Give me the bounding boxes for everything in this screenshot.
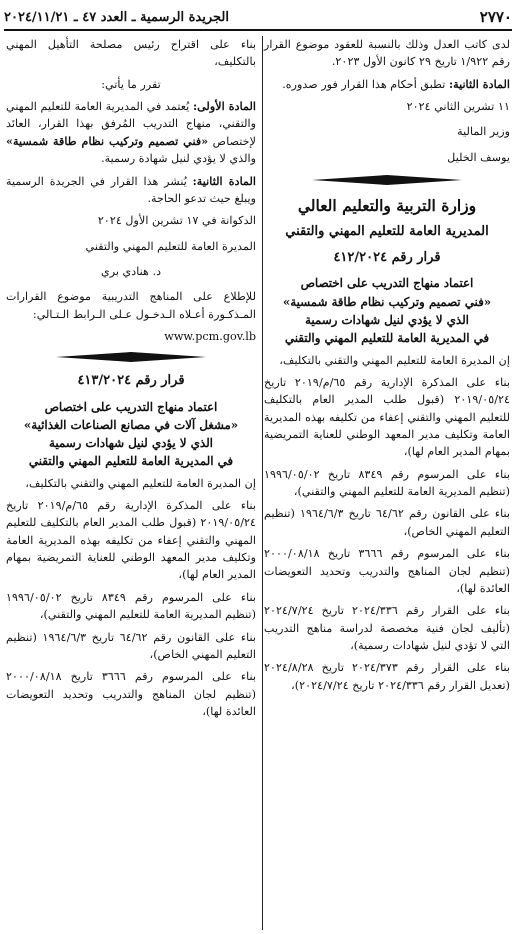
signer-name: د. هنادي بري [100,264,162,278]
decision-subject [264,274,510,347]
paragraph: بناء على القرار رقم ٢٠٢٤/٣٣٦ تاريخ ٢٠٢٤/٧/٢٤ (تأليف لجان فنية مخصصة لدراسة مناهج التدريب التي لا تؤدي لنيل شهادات رسمية)، [264,604,510,652]
article-two [264,76,510,93]
ornament-divider [56,351,206,363]
paragraph: بناء على القانون رقم ٦٤/٦٢ تاريخ ١٩٦٤/٦/٣ (تنظيم التعليم المهني الخاص)، [264,507,510,538]
upon-proposal: بناء على اقتراح رئيس مصلحة التأهيل المهني بالتكليف، [6,38,256,69]
article-two-text: تطبق أحكام هذا القرار فور صدوره. [282,77,446,91]
signature-date: ١١ تشرين الثاني ٢٠٢٤ [406,100,510,114]
subject-line: اعتماد منهاج التدريب على اختصاص [44,399,218,414]
column-divider [262,36,263,930]
subject-line: الذي لا يؤدي لنيل شهادات رسمية [305,313,469,328]
website-link[interactable]: www.pcm.gov.lb [164,330,256,344]
signer-title: المديرة العامة للتعليم المهني والتقني [85,239,256,253]
subject-line: اعتماد منهاج التدريب على اختصاص [300,276,474,291]
subject-line: «مشغل آلات في مصانع الصناعات الغذائية» [23,417,239,432]
decision-subject [6,398,256,471]
article-two [6,173,256,208]
subject-line: «فني تصميم وتركيب نظام طاقة شمسية» [282,294,492,309]
paragraph: بناء على القرار رقم ٢٠٢٤/٣٧٣ تاريخ ٢٠٢٤/٨/٢٨ (تعديل القرار رقم ٢٠٢٤/٣٣٦ تاريخ ٢٠٢٤/٧/٢٤)، [264,661,510,692]
article-one-label: المادة الأولى: [192,99,257,114]
article-two-label: المادة الثانية: [448,76,510,91]
right-column [264,36,510,930]
paragraph: بناء على المذكرة الإدارية رقم ٦٥/م/٢٠١٩ تاريخ ٢٠١٩/٠٥/٢٤ (قبول طلب المدير العام بالتكليف للتعليم المهني والتقني إعفاء من تكليفه بهذه المديرية العامة وتكليف مدير المعهد الوطني للعناية التمريضية بمهام المدير العام لها)، [264,375,510,459]
header-rule [4,29,512,31]
subject-line: في المديرية العامة للتعليم المهني والتقني [284,331,490,346]
article-one [6,98,256,167]
article-one-tail: والذي لا يؤدي لنيل شهادة رسمية. [101,152,256,166]
decides-heading: تقرر ما يأتي: [101,77,161,91]
article-two-text: يُنشر هذا القرار في الجريدة الرسمية ويبلغ حيث تدعو الحاجة. [6,174,256,205]
ministry-heading: وزارة التربية والتعليم العالي [297,196,477,216]
directorate-heading: المديرية العامة للتعليم المهني والتقني [285,224,489,240]
signer-name: يوسف الخليل [447,150,510,164]
decision-title: قرار رقم ٤١٣/٢٠٢٤ [77,373,185,389]
ornament-divider [312,174,462,186]
page-header [4,6,512,28]
paragraph: إن المديرة العامة للتعليم المهني والتقني بالتكليف، [25,476,256,490]
paragraph: إن المديرة العامة للتعليم المهني والتقني بالتكليف، [279,353,510,367]
paragraph: بناء على المرسوم رقم ٨٣٤٩ تاريخ ١٩٩٦/٠٥/٠٢ (تنظيم المديرية العامة للتعليم المهني والتقني)، [6,590,256,622]
access-note: للإطلاع على المناهج التدريبية موضوع القرارات المـذكـورة أعـلاه الـدخـول عـلى الـرابط الـتـالي: [6,290,256,321]
paragraph: بناء على القانون رقم ٦٤/٦٢ تاريخ ١٩٦٤/٦/٣ (تنظيم التعليم المهني الخاص)، [6,630,256,661]
page-number: ٢٧٧٠ [479,8,512,26]
paragraph: بناء على المرسوم رقم ٨٣٤٩ تاريخ ١٩٩٦/٠٥/٠٢ (تنظيم المديرية العامة للتعليم المهني والتقني)، [264,467,511,499]
article-two-label: المادة الثانية: [192,173,256,188]
intro-continuation: لدى كاتب العدل وذلك بالنسبة للعقود موضوع القرار رقم ١/٩٢٢ تاريخ ٢٩ كانون الأول ٢٠٢٣. [264,38,510,69]
subject-line: الذي لا يؤدي لنيل شهادات رسمية [49,436,213,451]
article-one-specialty: «فني تصميم وتركيب نظام طاقة شمسية» [6,133,209,148]
issue-info: الجريدة الرسمية ـ العدد ٤٧ ـ ٢٠٢٤/١١/٢١ [4,9,230,25]
paragraph: بناء على المرسوم رقم ٣٦٦٦ تاريخ ٢٠٠٠/٠٨/١٨ (تنظيم لجان المناهج والتدريب وتحديد التعويضات العائدة لها)، [6,670,256,718]
signer-title: وزير المالية [457,125,510,139]
paragraph: بناء على المرسوم رقم ٣٦٦٦ تاريخ ٢٠٠٠/٠٨/١٨ (تنظيم لجان المناهج والتدريب وتحديد التعويضات العائدة لها)، [264,547,511,595]
left-column [6,36,256,930]
signature-block [6,212,256,280]
signature-date: الدكوانة في ١٧ تشرين الأول ٢٠٢٤ [97,214,256,228]
article-one-text: يُعتمد في المديرية العامة للتعليم المهني والتقني، منهاج التدريب المُرفق بهذا القرار، العائد لإختصاص [6,100,256,148]
signature-block [264,98,510,166]
paragraph: بناء على المذكرة الإدارية رقم ٦٥/م/٢٠١٩ تاريخ ٢٠١٩/٠٥/٢٤ (قبول طلب المدير العام بالتكليف للتعليم المهني والتقني إعفاء من تكليفه بهذه المديرية العامة وتكليف مدير المعهد الوطني للعناية التمريضية بمهام المدير العام لها)، [6,499,256,582]
decision-title: قرار رقم ٤١٢/٢٠٢٤ [333,250,441,266]
subject-line: في المديرية العامة للتعليم المهني والتقني [28,454,234,469]
